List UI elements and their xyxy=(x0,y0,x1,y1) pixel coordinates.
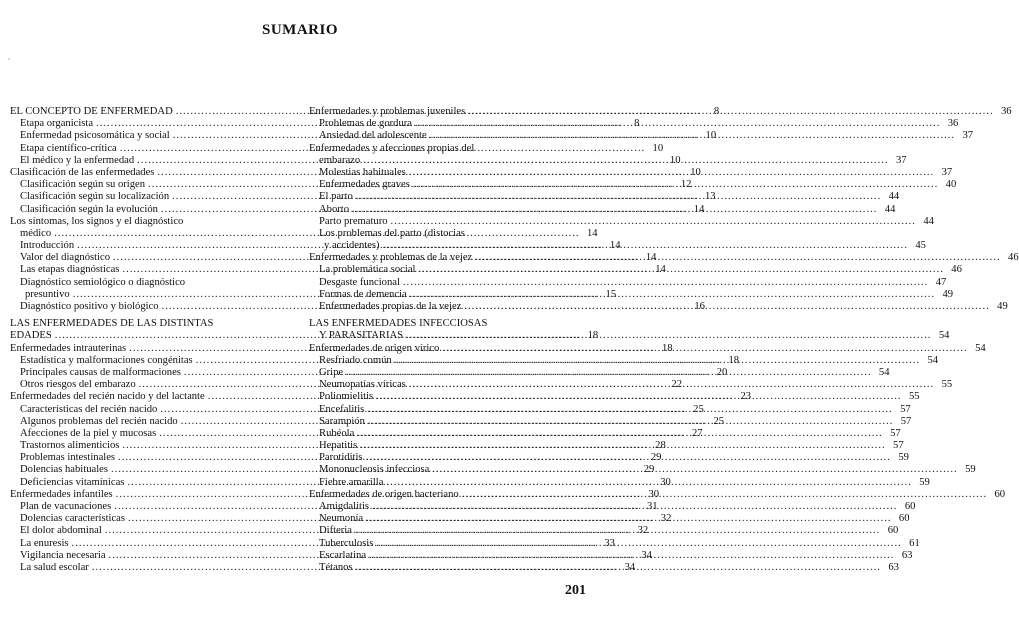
toc-entry-title: Aborto xyxy=(319,203,350,215)
toc-page-number: 49 xyxy=(997,301,1008,312)
toc-entry-title: LAS ENFERMEDADES INFECCIOSAS xyxy=(309,318,488,330)
toc-entry-title: Afecciones de la piel y mucosas xyxy=(20,427,157,439)
toc-entry-title: Resfriado común xyxy=(319,354,392,366)
dot-leader xyxy=(356,191,881,203)
toc-page-number: 54 xyxy=(938,330,950,342)
toc-entry xyxy=(309,228,589,240)
toc-entry-title: Plan de vacunaciones xyxy=(20,501,112,512)
toc-page-number: 30 xyxy=(648,488,660,500)
toc-page-number: 15 xyxy=(605,288,617,300)
toc-entry-title: EDADES xyxy=(10,330,52,342)
toc-entry-title: Enfermedades de origen bacteriano xyxy=(309,488,459,500)
toc-page-number: 31 xyxy=(646,501,658,512)
toc-page-number: 44 xyxy=(884,203,896,215)
toc-entry xyxy=(309,118,959,130)
toc-page-number: 54 xyxy=(927,354,939,366)
toc-entry-title: Difteria xyxy=(319,525,352,537)
toc-page-number: 37 xyxy=(962,130,974,142)
dot-leader xyxy=(406,330,931,342)
toc-entry-title: Estadística y malformaciones congénitas xyxy=(20,354,193,366)
dot-leader xyxy=(363,155,888,167)
toc-entry-title: Molestias habituales xyxy=(319,166,406,178)
dot-leader xyxy=(356,562,881,574)
toc-page-number: 57 xyxy=(893,440,904,452)
toc-heading xyxy=(309,106,1012,118)
dot-leader xyxy=(430,130,955,142)
dot-leader xyxy=(367,404,892,416)
toc-page-number: 37 xyxy=(941,166,953,178)
toc-entry-title: Amigdalitis xyxy=(319,501,370,512)
toc-entry-title: Clasificación según la evolución xyxy=(20,203,158,215)
toc-page-number: 60 xyxy=(887,525,899,537)
dot-leader xyxy=(369,550,894,562)
toc-entry-title: Enfermedades del recién nacido y del lactante xyxy=(10,391,205,403)
dot-leader xyxy=(462,489,987,501)
toc-entry-title: Etapa científico-crítica xyxy=(20,142,117,154)
toc-page-number: 47 xyxy=(935,276,947,288)
toc-entry-title: Etapa organicista xyxy=(20,118,94,130)
dot-leader xyxy=(383,240,908,252)
dot-leader xyxy=(386,477,911,489)
toc-page-number: 10 xyxy=(669,154,681,166)
toc-entry-title: Otros riesgos del embarazo xyxy=(20,379,136,391)
toc-page-number: 57 xyxy=(900,415,912,427)
toc-entry-title: Enfermedades y problemas de la vejez xyxy=(309,252,473,264)
toc-page-number: 60 xyxy=(994,488,1006,500)
toc-page-number: 33 xyxy=(604,537,615,549)
toc-page-number: 34 xyxy=(624,561,636,573)
toc-entry-title: Características del recién nacido xyxy=(20,403,158,415)
toc-page-number: 10 xyxy=(690,166,701,178)
toc-page-number: 18 xyxy=(728,354,740,366)
toc-entry-title: Enfermedades intrauterinas xyxy=(10,342,127,354)
toc-page-number: 32 xyxy=(637,525,649,537)
toc-page-number: 18 xyxy=(587,330,599,342)
toc-heading xyxy=(10,318,292,330)
dot-leader xyxy=(376,538,901,550)
toc-page-number: 14 xyxy=(655,264,666,276)
scan-mark: · xyxy=(593,150,595,156)
dot-leader xyxy=(360,440,885,452)
toc-entry-title: Encefalitis xyxy=(319,403,365,415)
toc-entry-title: Tuberculosis xyxy=(319,537,374,549)
toc-entry-title: Las etapas diagnósticas xyxy=(20,264,120,276)
toc-page-number: 16 xyxy=(694,301,705,312)
toc-page-number: 14 xyxy=(645,252,657,264)
dot-leader xyxy=(355,525,880,537)
toc-entry xyxy=(309,215,934,228)
dot-leader xyxy=(410,289,935,301)
dot-leader xyxy=(372,501,897,513)
dot-leader xyxy=(403,277,928,289)
toc-entry-title: Gripe xyxy=(319,366,344,378)
toc-page-number: 36 xyxy=(947,118,959,130)
dot-leader xyxy=(366,513,891,525)
page-number: 201 xyxy=(565,583,586,598)
toc-page-number: 20 xyxy=(716,366,728,378)
toc-page-number: 36 xyxy=(1001,106,1012,117)
dot-leader xyxy=(432,464,957,476)
toc-entry-title: Parto prematuro xyxy=(319,215,388,227)
toc-entry-title: Principales causas de malformaciones xyxy=(20,366,181,378)
toc-entry-title: Dolencias características xyxy=(20,513,125,525)
toc-page-number: 54 xyxy=(975,342,986,354)
toc-entry-title: Enfermedades graves xyxy=(319,179,410,191)
toc-entry-title: Enfermedades de origen vírico xyxy=(309,342,440,354)
dot-leader xyxy=(418,264,943,276)
toc-entry-title: Problemas de gordura xyxy=(319,118,412,130)
toc-page-number: 22 xyxy=(671,379,682,391)
toc-page-number: 8 xyxy=(713,106,720,117)
toc-entry-title: Ansiedad del adolescente xyxy=(319,130,427,142)
toc-entry-title: Mononucleosis infecciosa xyxy=(319,464,430,476)
toc-page-number: 40 xyxy=(945,179,957,191)
toc-page-number: 32 xyxy=(660,513,672,525)
toc-entry-title: Escarlatina xyxy=(319,549,367,561)
toc-entry-title: Valor del diagnóstico xyxy=(20,252,111,264)
toc-page-number: 27 xyxy=(691,427,703,439)
toc-page-number: 44 xyxy=(923,215,934,227)
toc-page-number: 57 xyxy=(900,403,911,415)
toc-entry-title: Formas de demencia xyxy=(319,288,407,300)
toc-entry-title: Introducción xyxy=(20,240,75,252)
toc-entry-title: Hepatitis xyxy=(319,440,358,452)
toc-heading xyxy=(309,143,589,155)
scan-mark: , xyxy=(8,52,10,61)
toc-entry-title: Sarampión xyxy=(319,415,365,427)
toc-entry xyxy=(10,277,292,289)
toc-entry-title: El médico y la enfermedad xyxy=(20,154,135,166)
toc-entry-title: El parto xyxy=(319,191,353,203)
toc-entry-title: Poliomielitis xyxy=(319,391,374,403)
toc-page-number: 57 xyxy=(890,427,901,439)
toc-entry-title: El dolor abdominal xyxy=(20,525,102,537)
toc-page-number: 18 xyxy=(661,342,673,354)
dot-leader xyxy=(391,216,916,228)
toc-entry-title: Enfermedades propias de la vejez xyxy=(319,301,462,312)
toc-page-number: 14 xyxy=(586,227,598,239)
dot-leader xyxy=(442,343,967,355)
toc-page-number: 46 xyxy=(1008,252,1019,264)
dot-leader xyxy=(368,416,893,428)
toc-heading xyxy=(309,318,589,330)
toc-page-number: 44 xyxy=(888,191,900,203)
dot-leader xyxy=(413,179,938,191)
dot-leader xyxy=(357,428,882,440)
toc-page-number: 45 xyxy=(915,240,926,252)
toc-entry-title: La salud escolar xyxy=(20,561,89,573)
toc-entry-title: Fiebre amarilla xyxy=(319,476,384,488)
toc-page-number: 54 xyxy=(878,366,890,378)
toc-page-number: 37 xyxy=(895,154,907,166)
toc-page-number: 29 xyxy=(650,452,662,464)
toc-entry-title: Deficiencias vitamínicas xyxy=(20,476,125,488)
toc-page-number: 10 xyxy=(652,142,664,154)
toc-page-number: 14 xyxy=(609,240,621,252)
toc-entry-title: Los síntomas, los signos y el diagnóstico xyxy=(10,215,184,227)
toc-page-number: 30 xyxy=(660,476,671,488)
toc-entry-title: Parotiditis xyxy=(319,452,363,464)
dot-leader xyxy=(366,452,891,464)
toc-entry-title: La problemática social xyxy=(319,264,416,276)
toc-page-number: 8 xyxy=(634,118,640,130)
toc-page-number: 59 xyxy=(919,476,930,488)
toc-entry-title: Neumopatías víricas xyxy=(319,379,406,391)
toc-page-number: 23 xyxy=(740,391,752,403)
toc-entry-title: Enfermedades infantiles xyxy=(10,488,113,500)
toc-page-number: 60 xyxy=(904,501,916,512)
toc-page-number: 60 xyxy=(898,513,910,525)
toc-entry-title: Vigilancia necesaria xyxy=(20,549,106,561)
toc-page-number: 29 xyxy=(643,464,655,476)
toc-entry xyxy=(309,276,947,289)
toc-page-number: 59 xyxy=(898,452,909,464)
page-title: SUMARIO xyxy=(261,22,338,38)
toc-page-number: 34 xyxy=(641,549,652,561)
toc-entry-title: Tétanos xyxy=(319,561,353,573)
toc-entry-title: Enfermedad psicosomática y social xyxy=(20,130,170,142)
toc-entry-title: Algunos problemas del recién nacido xyxy=(20,415,178,427)
toc-entry-title: Neumonía xyxy=(319,513,364,525)
toc-entry-title: Y PARASITARIAS xyxy=(319,330,404,342)
dot-leader xyxy=(376,391,901,403)
dot-leader xyxy=(346,367,871,379)
dot-leader xyxy=(395,355,920,367)
dot-leader xyxy=(409,167,934,179)
dot-leader xyxy=(409,379,934,391)
toc-entry-title: Clasificación de las enfermedades xyxy=(10,166,155,178)
toc-page-number: 49 xyxy=(942,288,954,300)
toc-entry-title: LAS ENFERMEDADES DE LAS DISTINTAS xyxy=(10,318,214,330)
toc-page-number: 25 xyxy=(713,415,725,427)
toc-heading xyxy=(10,216,292,228)
toc-entry-title: Diagnóstico semiológico o diagnóstico xyxy=(20,276,186,288)
toc-entry-title: Enfermedades y problemas juveniles xyxy=(309,106,466,117)
dot-leader xyxy=(464,301,989,313)
dot-leader xyxy=(468,106,993,118)
toc-page-number: 10 xyxy=(705,130,717,142)
toc-page-number: 25 xyxy=(693,403,704,415)
toc-entry-title: Los problemas del parto (distocias xyxy=(319,227,465,239)
toc-entry-title: La enuresis xyxy=(20,537,69,549)
dot-leader xyxy=(415,118,940,130)
toc-page-number: 55 xyxy=(908,391,920,403)
toc-entry-title: y accidentes) xyxy=(324,240,380,252)
toc-entry-title: Clasificación según su localización xyxy=(20,191,170,203)
toc-entry-title: Problemas intestinales xyxy=(20,452,116,464)
toc-entry-title: EL CONCEPTO DE ENFERMEDAD xyxy=(10,106,173,117)
toc-entry-title: Desgaste funcional xyxy=(319,276,400,288)
toc-page-number: 63 xyxy=(901,549,913,561)
toc-page-number: 13 xyxy=(704,191,716,203)
dot-leader xyxy=(352,204,877,216)
toc-entry-title: embarazo xyxy=(319,154,361,166)
toc-entry-title: Dolencias habituales xyxy=(20,464,108,476)
toc-entry-title: Enfermedades y afecciones propias del xyxy=(309,142,475,154)
toc-entry-title: Diagnóstico positivo y biológico xyxy=(20,301,159,312)
toc-page-number: 12 xyxy=(680,179,692,191)
toc-page-number: 46 xyxy=(951,264,962,276)
toc-entry-title: Clasificación según su origen xyxy=(20,179,146,191)
toc-entry-title: Rubéola xyxy=(319,427,355,439)
toc-page-number: 61 xyxy=(909,537,920,549)
toc-page-number: 59 xyxy=(965,464,976,476)
toc-page-number: 28 xyxy=(655,440,666,452)
toc-entry-title: presuntivo xyxy=(25,288,70,300)
toc-entry-title: médico xyxy=(20,227,52,239)
dot-leader xyxy=(475,252,1000,264)
toc-entry-title: Trastornos alimenticios xyxy=(20,440,120,452)
toc-page-number: 63 xyxy=(888,561,899,573)
toc-page-number: 14 xyxy=(693,203,705,215)
toc-page-number: 55 xyxy=(941,379,953,391)
